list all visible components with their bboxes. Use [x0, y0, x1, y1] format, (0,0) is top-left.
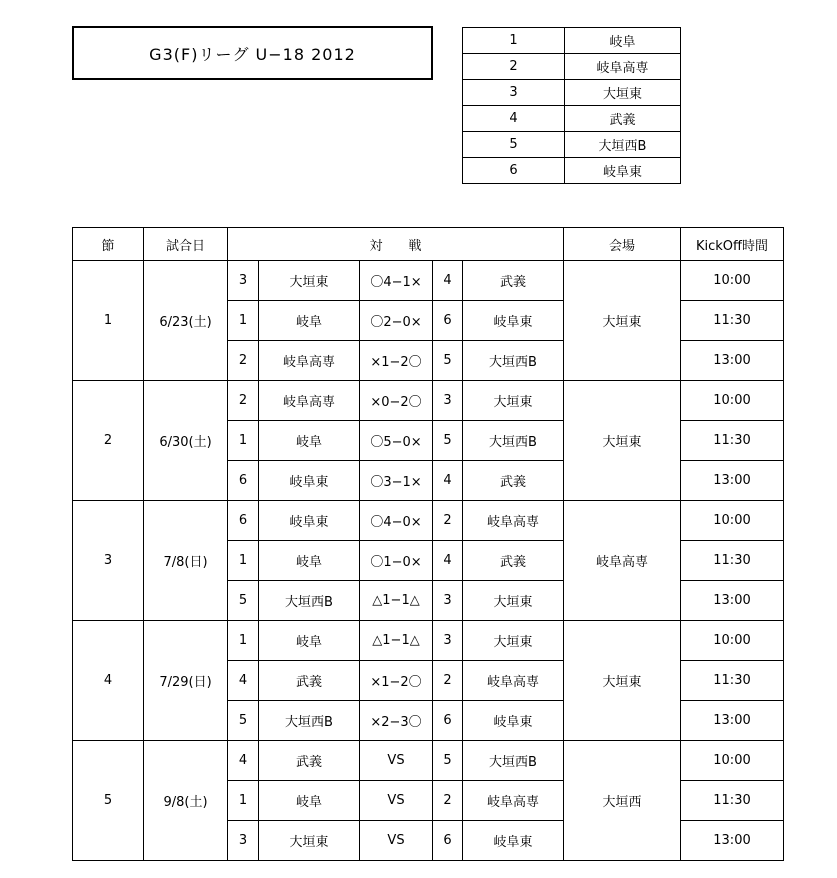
away-team: 岐阜高専	[463, 661, 564, 701]
home-team-number: 5	[228, 581, 259, 621]
home-team-number: 3	[228, 261, 259, 301]
away-team-number: 3	[433, 581, 463, 621]
header-kickoff: KickOff時間	[681, 228, 784, 261]
away-team-number: 4	[433, 261, 463, 301]
kickoff-time: 10:00	[681, 261, 784, 301]
header-match: 対 戦	[228, 228, 564, 261]
round-number: 3	[73, 501, 144, 621]
match-row	[73, 381, 784, 421]
kickoff-time: 10:00	[681, 741, 784, 781]
team-name: 岐阜高専	[565, 54, 681, 80]
kickoff-time: 11:30	[681, 661, 784, 701]
match-date: 9/8(土)	[144, 741, 228, 861]
home-team-number: 1	[228, 421, 259, 461]
home-team-number: 4	[228, 741, 259, 781]
team-row	[463, 106, 681, 132]
match-score: △1−1△	[360, 621, 433, 661]
match-score: 〇5−0×	[360, 421, 433, 461]
kickoff-time: 13:00	[681, 581, 784, 621]
away-team: 岐阜東	[463, 701, 564, 741]
home-team: 岐阜	[259, 301, 360, 341]
away-team-number: 2	[433, 501, 463, 541]
header-date: 試合日	[144, 228, 228, 261]
match-score: ×0−2〇	[360, 381, 433, 421]
away-team-number: 5	[433, 421, 463, 461]
team-number: 5	[463, 132, 565, 158]
match-row	[73, 261, 784, 301]
match-date: 7/8(日)	[144, 501, 228, 621]
home-team-number: 2	[228, 341, 259, 381]
team-number: 3	[463, 80, 565, 106]
home-team-number: 3	[228, 821, 259, 861]
match-venue: 大垣東	[564, 381, 681, 501]
kickoff-time: 13:00	[681, 701, 784, 741]
match-score: VS	[360, 741, 433, 781]
home-team-number: 6	[228, 461, 259, 501]
team-name: 武義	[565, 106, 681, 132]
match-score: 〇1−0×	[360, 541, 433, 581]
away-team: 大垣西B	[463, 421, 564, 461]
away-team-number: 5	[433, 341, 463, 381]
home-team-number: 1	[228, 301, 259, 341]
match-score: ×1−2〇	[360, 661, 433, 701]
kickoff-time: 10:00	[681, 381, 784, 421]
home-team-number: 1	[228, 781, 259, 821]
team-number: 4	[463, 106, 565, 132]
team-name: 大垣東	[565, 80, 681, 106]
away-team: 大垣東	[463, 581, 564, 621]
match-venue: 大垣東	[564, 261, 681, 381]
home-team: 岐阜東	[259, 501, 360, 541]
league-title: G3(F)リーグ U−18 2012	[72, 26, 433, 80]
match-date: 6/30(土)	[144, 381, 228, 501]
team-row	[463, 158, 681, 184]
kickoff-time: 11:30	[681, 301, 784, 341]
away-team-number: 2	[433, 661, 463, 701]
round-number: 4	[73, 621, 144, 741]
away-team: 大垣西B	[463, 741, 564, 781]
round-number: 5	[73, 741, 144, 861]
home-team: 武義	[259, 661, 360, 701]
match-venue: 大垣東	[564, 621, 681, 741]
match-venue: 岐阜高専	[564, 501, 681, 621]
home-team: 大垣西B	[259, 701, 360, 741]
away-team: 武義	[463, 461, 564, 501]
kickoff-time: 11:30	[681, 541, 784, 581]
match-row	[73, 501, 784, 541]
away-team: 岐阜高専	[463, 501, 564, 541]
kickoff-time: 11:30	[681, 421, 784, 461]
match-score: △1−1△	[360, 581, 433, 621]
home-team-number: 4	[228, 661, 259, 701]
team-number: 2	[463, 54, 565, 80]
match-venue: 大垣西	[564, 741, 681, 861]
away-team: 武義	[463, 541, 564, 581]
home-team: 岐阜	[259, 421, 360, 461]
home-team-number: 1	[228, 621, 259, 661]
away-team: 大垣東	[463, 381, 564, 421]
away-team-number: 6	[433, 301, 463, 341]
away-team-number: 6	[433, 821, 463, 861]
match-score: ×1−2〇	[360, 341, 433, 381]
match-score: 〇4−1×	[360, 261, 433, 301]
home-team: 岐阜東	[259, 461, 360, 501]
away-team: 武義	[463, 261, 564, 301]
match-score: 〇3−1×	[360, 461, 433, 501]
team-name: 大垣西B	[565, 132, 681, 158]
team-list-table	[462, 27, 681, 184]
schedule-table	[72, 227, 784, 861]
header-venue: 会場	[564, 228, 681, 261]
team-name: 岐阜東	[565, 158, 681, 184]
away-team: 大垣東	[463, 621, 564, 661]
home-team: 岐阜	[259, 621, 360, 661]
home-team: 大垣東	[259, 821, 360, 861]
home-team: 大垣東	[259, 261, 360, 301]
kickoff-time: 13:00	[681, 461, 784, 501]
away-team: 岐阜東	[463, 821, 564, 861]
home-team-number: 1	[228, 541, 259, 581]
kickoff-time: 10:00	[681, 501, 784, 541]
home-team-number: 6	[228, 501, 259, 541]
match-score: 〇4−0×	[360, 501, 433, 541]
home-team: 岐阜	[259, 541, 360, 581]
header-section: 節	[73, 228, 144, 261]
home-team: 岐阜高専	[259, 341, 360, 381]
home-team: 岐阜	[259, 781, 360, 821]
team-row	[463, 28, 681, 54]
team-name: 岐阜	[565, 28, 681, 54]
match-date: 7/29(日)	[144, 621, 228, 741]
away-team-number: 3	[433, 621, 463, 661]
away-team-number: 3	[433, 381, 463, 421]
kickoff-time: 11:30	[681, 781, 784, 821]
match-score: ×2−3〇	[360, 701, 433, 741]
kickoff-time: 13:00	[681, 821, 784, 861]
match-row	[73, 621, 784, 661]
team-number: 6	[463, 158, 565, 184]
away-team-number: 5	[433, 741, 463, 781]
kickoff-time: 10:00	[681, 621, 784, 661]
home-team: 武義	[259, 741, 360, 781]
team-row	[463, 54, 681, 80]
match-row	[73, 741, 784, 781]
kickoff-time: 13:00	[681, 341, 784, 381]
away-team-number: 4	[433, 461, 463, 501]
away-team-number: 6	[433, 701, 463, 741]
away-team: 岐阜東	[463, 301, 564, 341]
away-team-number: 4	[433, 541, 463, 581]
match-date: 6/23(土)	[144, 261, 228, 381]
team-row	[463, 80, 681, 106]
team-row	[463, 132, 681, 158]
match-score: 〇2−0×	[360, 301, 433, 341]
match-score: VS	[360, 821, 433, 861]
match-score: VS	[360, 781, 433, 821]
schedule-header-row	[73, 228, 784, 261]
home-team-number: 5	[228, 701, 259, 741]
away-team-number: 2	[433, 781, 463, 821]
team-number: 1	[463, 28, 565, 54]
home-team-number: 2	[228, 381, 259, 421]
round-number: 2	[73, 381, 144, 501]
round-number: 1	[73, 261, 144, 381]
away-team: 岐阜高専	[463, 781, 564, 821]
away-team: 大垣西B	[463, 341, 564, 381]
home-team: 岐阜高専	[259, 381, 360, 421]
home-team: 大垣西B	[259, 581, 360, 621]
